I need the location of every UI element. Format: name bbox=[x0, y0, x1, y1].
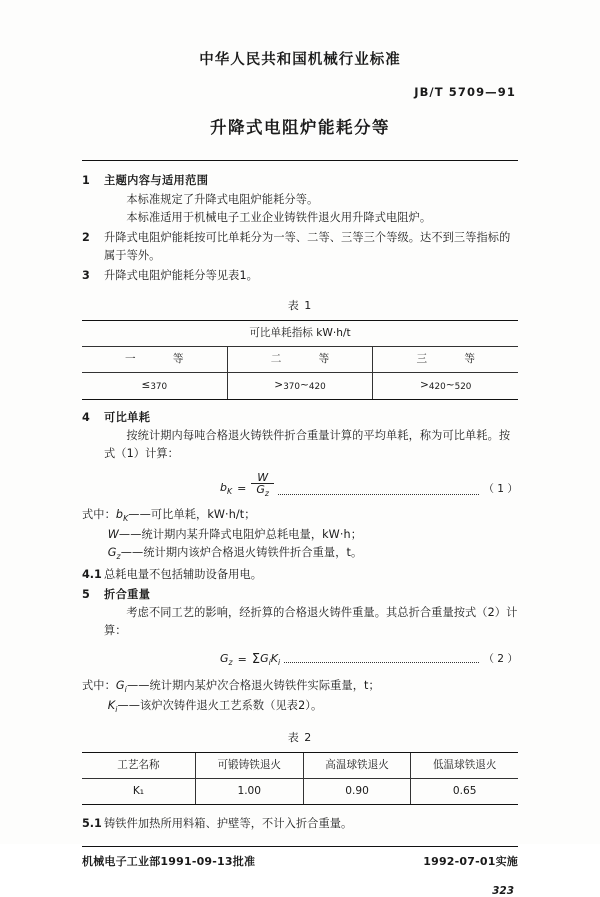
formula-2-def-1-dash: —— bbox=[117, 699, 141, 713]
clause-4-1-number: 4.1 bbox=[82, 567, 102, 581]
formula-2-def-0 bbox=[82, 677, 518, 697]
masthead bbox=[82, 0, 518, 161]
footer-implementation: 1992-07-01实施 bbox=[423, 855, 518, 869]
table1-grade-row bbox=[82, 347, 518, 373]
table1-value-2-op: > bbox=[274, 379, 284, 392]
formula-1-def-0-sym: b bbox=[115, 507, 124, 521]
table2-row-label-1: K₁ bbox=[82, 779, 195, 805]
formula-1-lhs-sub: K bbox=[226, 487, 233, 497]
national-standard-title: 中华人民共和国机械行业标准 bbox=[199, 52, 401, 68]
table2-column-0: 可锻铸铁退火 bbox=[195, 752, 303, 778]
formula-1-def-2-sub: z bbox=[116, 552, 121, 562]
clause-5-title: 折合重量 bbox=[104, 587, 151, 601]
formula-2-leader bbox=[284, 655, 479, 663]
page-content bbox=[82, 0, 518, 897]
footer-divider bbox=[82, 846, 518, 847]
table1-value-1-op: ≤ bbox=[141, 379, 151, 392]
clause-3-number: 3 bbox=[82, 269, 90, 283]
formula-1-def-2-sym: G bbox=[107, 545, 117, 559]
formula-2-def-label: 式中： bbox=[82, 679, 116, 693]
formula-1-def-1-dash: —— bbox=[118, 527, 142, 541]
formula-1-def-label: 式中： bbox=[82, 507, 116, 521]
table1-value-2-b: 420 bbox=[308, 382, 326, 393]
formula-2-term-2-sym: K bbox=[270, 651, 278, 665]
table1-value-2-a: 370 bbox=[283, 382, 300, 393]
table2-column-2: 低温球铁退火 bbox=[411, 752, 518, 778]
formula-1-def-0 bbox=[82, 506, 518, 526]
formula-2-term-2 bbox=[268, 650, 281, 670]
formula-1-lhs bbox=[220, 479, 232, 499]
formula-1-denominator-sub: z bbox=[264, 489, 269, 499]
table1-value-1-a: 370 bbox=[150, 382, 168, 393]
formula-2-lhs-sym: G bbox=[220, 651, 229, 665]
table1-value-3-b: 520 bbox=[454, 382, 472, 393]
formula-1-def-1 bbox=[82, 526, 518, 544]
table1-caption: 表 1 bbox=[287, 299, 313, 313]
clause-1-para-1: 本标准规定了升降式电阻炉能耗分等。 bbox=[126, 192, 319, 206]
table1-grade-3: 三 等 bbox=[373, 347, 518, 373]
clause-3-text: 升降式电阻炉能耗分等见表1。 bbox=[104, 269, 258, 283]
clause-4-1-text: 总耗电量不包括辅助设备用电。 bbox=[104, 567, 263, 581]
table1-grade-2: 二 等 bbox=[227, 347, 373, 373]
table2-caption: 表 2 bbox=[287, 731, 313, 745]
table2-column-1: 高温球铁退火 bbox=[303, 752, 411, 778]
table2-value-row bbox=[82, 779, 518, 805]
table2-value-2: 0.65 bbox=[411, 779, 518, 805]
document-body bbox=[82, 172, 518, 833]
table1-value-3 bbox=[373, 373, 518, 399]
clause-4-title: 可比单耗 bbox=[104, 410, 151, 424]
formula-1-eq: = bbox=[237, 482, 247, 496]
table1-header-row bbox=[82, 321, 518, 347]
clause-1-title: 主题内容与适用范围 bbox=[104, 174, 209, 188]
clause-5-number: 5 bbox=[82, 587, 90, 601]
formula-1-def-2-text: 统计期内该炉合格退火铸铁件折合重量，t。 bbox=[143, 545, 363, 559]
page-title: 升降式电阻炉能耗分等 bbox=[210, 118, 390, 138]
formula-2-def-1-sym: K bbox=[107, 699, 116, 713]
clause-5-1-number: 5.1 bbox=[82, 817, 102, 831]
formula-2-def-0-sub: i bbox=[124, 685, 127, 695]
table1-value-row bbox=[82, 373, 518, 399]
formula-1-def-0-sub: K bbox=[123, 514, 129, 524]
formula-2-definitions bbox=[82, 677, 518, 717]
formula-2-def-0-text: 统计期内某炉次合格退火铸铁件实际重量，t； bbox=[149, 679, 380, 693]
table2 bbox=[82, 752, 518, 805]
clause-2-text: 升降式电阻炉能耗按可比单耗分为一等、二等、三等三个等级。达不到三等指标的属于等外。 bbox=[104, 230, 511, 262]
clause-5 bbox=[82, 586, 518, 640]
formula-2 bbox=[82, 649, 518, 670]
table2-value-0: 1.00 bbox=[195, 779, 303, 805]
formula-2-term-2-sub: i bbox=[277, 658, 281, 668]
formula-1-def-0-dash: —— bbox=[128, 507, 151, 521]
clause-5-1 bbox=[82, 815, 518, 833]
formula-2-lhs-sub: z bbox=[228, 658, 233, 668]
table1-grade-1: 一 等 bbox=[82, 347, 227, 373]
clause-4 bbox=[82, 409, 518, 463]
formula-1-def-1-text: 统计期内某升降式电阻炉总耗电量，kW·h； bbox=[141, 527, 362, 541]
formula-2-def-0-dash: —— bbox=[126, 679, 150, 693]
formula-2-eq: = bbox=[237, 652, 247, 666]
formula-2-def-1-text: 该炉次铸件退火工艺系数（见表2）。 bbox=[140, 699, 323, 713]
formula-2-sum-icon: Σ bbox=[251, 652, 261, 668]
formula-2-number: （ 2 ） bbox=[483, 652, 518, 665]
table1-value-3-op: > bbox=[420, 379, 429, 392]
clause-4-1 bbox=[82, 566, 518, 584]
formula-1-def-2-dash: —— bbox=[120, 545, 144, 559]
formula-2-def-1 bbox=[82, 697, 518, 717]
formula-2-lhs bbox=[220, 650, 233, 670]
clause-2-number: 2 bbox=[82, 230, 90, 244]
table1-value-3-sep: ~ bbox=[445, 379, 455, 392]
table2-row-label-0: 工艺名称 bbox=[82, 752, 195, 778]
clause-5-1-text: 铸铁件加热所用料箱、护壁等，不计入折合重量。 bbox=[104, 817, 353, 831]
table2-header-row bbox=[82, 752, 518, 778]
formula-2-def-0-sym: G bbox=[115, 679, 125, 693]
formula-2-term-1-sym: G bbox=[260, 651, 269, 665]
footer bbox=[82, 853, 518, 869]
clause-4-number: 4 bbox=[82, 410, 90, 424]
header-divider bbox=[82, 160, 518, 161]
table1-value-2 bbox=[227, 373, 373, 399]
formula-1-numerator: W bbox=[257, 470, 269, 484]
table2-value-1: 0.90 bbox=[303, 779, 411, 805]
formula-1-def-1-sym: W bbox=[107, 527, 119, 541]
clause-5-para-1: 考虑不同工艺的影响，经折算的合格退火铸件重量。其总折合重量按式（2）计算： bbox=[104, 605, 518, 638]
table1-value-2-sep: ~ bbox=[299, 379, 309, 392]
standard-number-row bbox=[82, 81, 518, 100]
formula-2-def-1-sub: i bbox=[115, 705, 118, 715]
formula-1-denominator bbox=[251, 483, 274, 498]
formula-1-number: （ 1 ） bbox=[483, 482, 518, 495]
formula-1-fraction bbox=[251, 472, 274, 499]
clause-4-para-1: 按统计期内每吨合格退火铸铁件折合重量计算的平均单耗，称为可比单耗。按式（1）计算： bbox=[104, 428, 511, 460]
table1 bbox=[82, 320, 518, 399]
clause-1-number: 1 bbox=[82, 174, 90, 188]
clause-2 bbox=[82, 229, 518, 265]
clause-3 bbox=[82, 267, 518, 285]
table1-header-span: 可比单耗指标 kW·h/t bbox=[82, 321, 518, 347]
formula-1-definitions bbox=[82, 506, 518, 564]
formula-1-denominator-sym: G bbox=[256, 483, 265, 497]
formula-1-lhs-sym: b bbox=[220, 481, 227, 495]
footer-approval: 机械电子工业部1991-09-13批准 bbox=[82, 855, 256, 869]
page-number: 323 bbox=[492, 885, 514, 897]
formula-1-def-0-text: 可比单耗，kW·h/t； bbox=[150, 507, 256, 521]
clause-1-para-2: 本标准适用于机械电子工业企业铸铁件退火用升降式电阻炉。 bbox=[126, 210, 432, 224]
formula-1-def-2 bbox=[82, 544, 518, 564]
standard-number: JB/T 5709—91 bbox=[414, 85, 516, 100]
clause-1 bbox=[82, 172, 518, 226]
table1-value-3-a: 420 bbox=[428, 382, 446, 393]
table1-value-1 bbox=[82, 373, 227, 399]
formula-1-leader bbox=[278, 487, 479, 495]
formula-2-term-1-sub: i bbox=[268, 658, 271, 668]
formula-1 bbox=[82, 472, 518, 499]
formula-2-term-1 bbox=[260, 650, 271, 670]
